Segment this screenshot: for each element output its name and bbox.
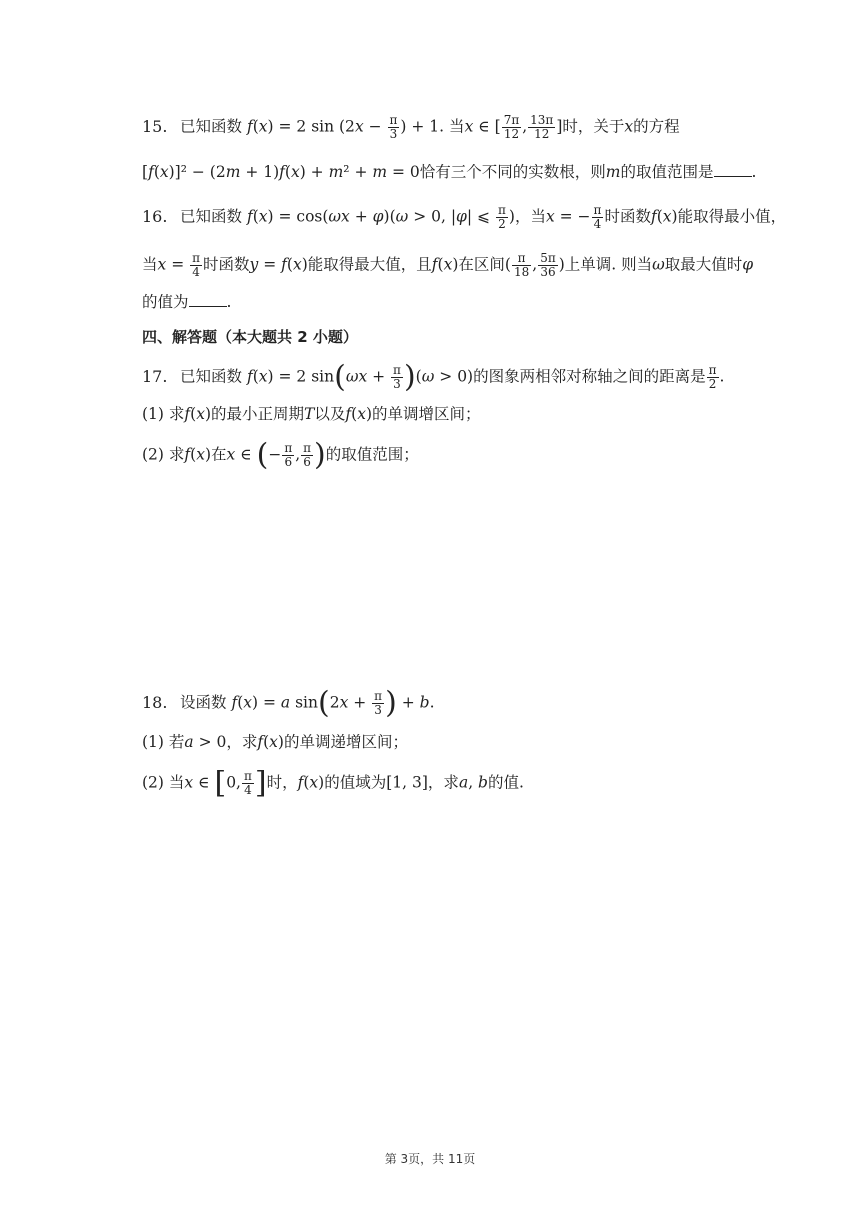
page-footer: 第 3页，共 11页 [384,1152,476,1166]
q16-mono-text2: 上单调. 则当 [564,255,653,274]
q18-end: . [429,693,435,712]
q17-p2-label: (2) 求 [142,445,185,464]
q15-when: 当 [449,117,465,136]
q16-number: 16. [142,206,168,226]
q16-end: . [226,293,232,311]
q18-part2: (2) 当x ∈ [0, $\frac{\pi}{4}$ ]时，f(x)的值域为[1, 3]，求a, b的值. [142,765,524,801]
q18-p2-text2: 的值域为 [324,773,387,792]
q15-line1: 15. 已知函数 f(x) = 2 sin (2x − $\frac{\pi}{3}$ ) + 1. 当x ∈ [ $\frac{7\pi}{12}$ , $\frac{13\pi}{12}$ ]时，关于x的方程 [142,113,680,141]
q16-min-text2: 能取得最小值， [677,207,787,226]
q17-p2-text: 在 [211,445,227,464]
q18-part1: (1) 若a > 0，求f(x)的单调递增区间； [142,733,408,751]
q16-line2: 当x = $\frac{\pi}{4}$ 时函数y = f(x)能取得最大值，且f(x)在区间( $\frac{\pi}{18}$ , $\frac{5\pi}{36}$ )上单调. 则当ω取最大值时φ [142,251,754,279]
q16-max-text2: 能取得最大值，且 [307,255,432,274]
q16-omega-max: 取最大值时 [664,255,743,274]
q15-intro: 已知函数 [180,117,243,136]
section-heading: 四、解答题（本大题共 2 小题） [142,328,358,346]
q15-function: f [246,117,253,136]
q17-p1-text3: 的单调增区间； [372,405,481,423]
q16-when2: 当 [142,255,158,274]
q17-p1-text2: 以及 [314,405,346,423]
q16-mono-text: 在区间 [458,255,505,274]
q15-number: 15. [142,116,168,136]
q18-p2-text4: 的值. [487,773,524,792]
q18-p2-text: 时， [266,773,298,792]
q17-number: 17. [142,366,168,386]
q17-end: . [719,367,725,386]
q18-p1-text2: 的单调递增区间； [283,733,408,751]
q16-line3 [142,290,231,314]
q15-roots: 恰有三个不同的实数根，则 [419,163,606,181]
q18-p1-text: ，求 [226,733,258,751]
q18-line1: 18. 设函数 f(x) = a sin(2x + $\frac{\pi}{3}$ ) + b. [142,685,435,721]
q17-p2-text2: 的取值范围； [325,445,419,464]
q16-min-text: 时函数 [604,207,651,226]
q17-graph-text: 的图象两相邻对称轴之间的距离是 [473,367,706,386]
q16-intro: 已知函数 [180,207,243,226]
q15-line2: [f(x)]² − (2m + 1)f(x) + m² + m = 0恰有三个不同的实数根，则m的取值范围是 . [142,163,757,181]
q18-p2-label: (2) 当 [142,773,185,792]
q18-intro: 设函数 [180,693,227,712]
q15-range: 的取值范围是 [620,163,714,181]
q16-answer-blank[interactable] [189,292,227,307]
q17-p1-text: 的最小正周期 [211,405,305,423]
q15-equation-label: 的方程 [633,117,680,136]
q15-about: 时，关于 [562,117,625,136]
q17-part1: (1) 求f(x)的最小正周期T以及f(x)的单调增区间； [142,405,481,423]
q17-line1: 17. 已知函数 f(x) = 2 sin(ωx + $\frac{\pi}{3}$ )(ω > 0)的图象两相邻对称轴之间的距离是 $\frac{\pi}{2}$ . [142,359,725,395]
q15-answer-blank[interactable] [714,162,752,177]
q17-intro: 已知函数 [180,367,243,386]
q16-max-text: 时函数 [203,255,250,274]
q18-p2-text3: ，求 [427,773,459,792]
q18-p1-label: (1) 若 [142,733,185,751]
q17-part2: (2) 求f(x)在x ∈ (− $\frac{\pi}{6}$ , $\frac{\pi}{6}$ )的取值范围； [142,437,419,473]
q16-comma: ，当 [514,207,546,226]
q16-line1: 16. 已知函数 f(x) = cos(ωx + φ)(ω > 0, |φ| ⩽ $\frac{\pi}{2}$ )，当x = − $\frac{\pi}{4}$ 时函数f(x)能取得最小值， [142,203,787,231]
q15-end: . [751,163,757,181]
q17-p1-label: (1) 求 [142,405,185,423]
q16-value-of: 的值为 [142,293,189,311]
q18-number: 18. [142,692,168,712]
